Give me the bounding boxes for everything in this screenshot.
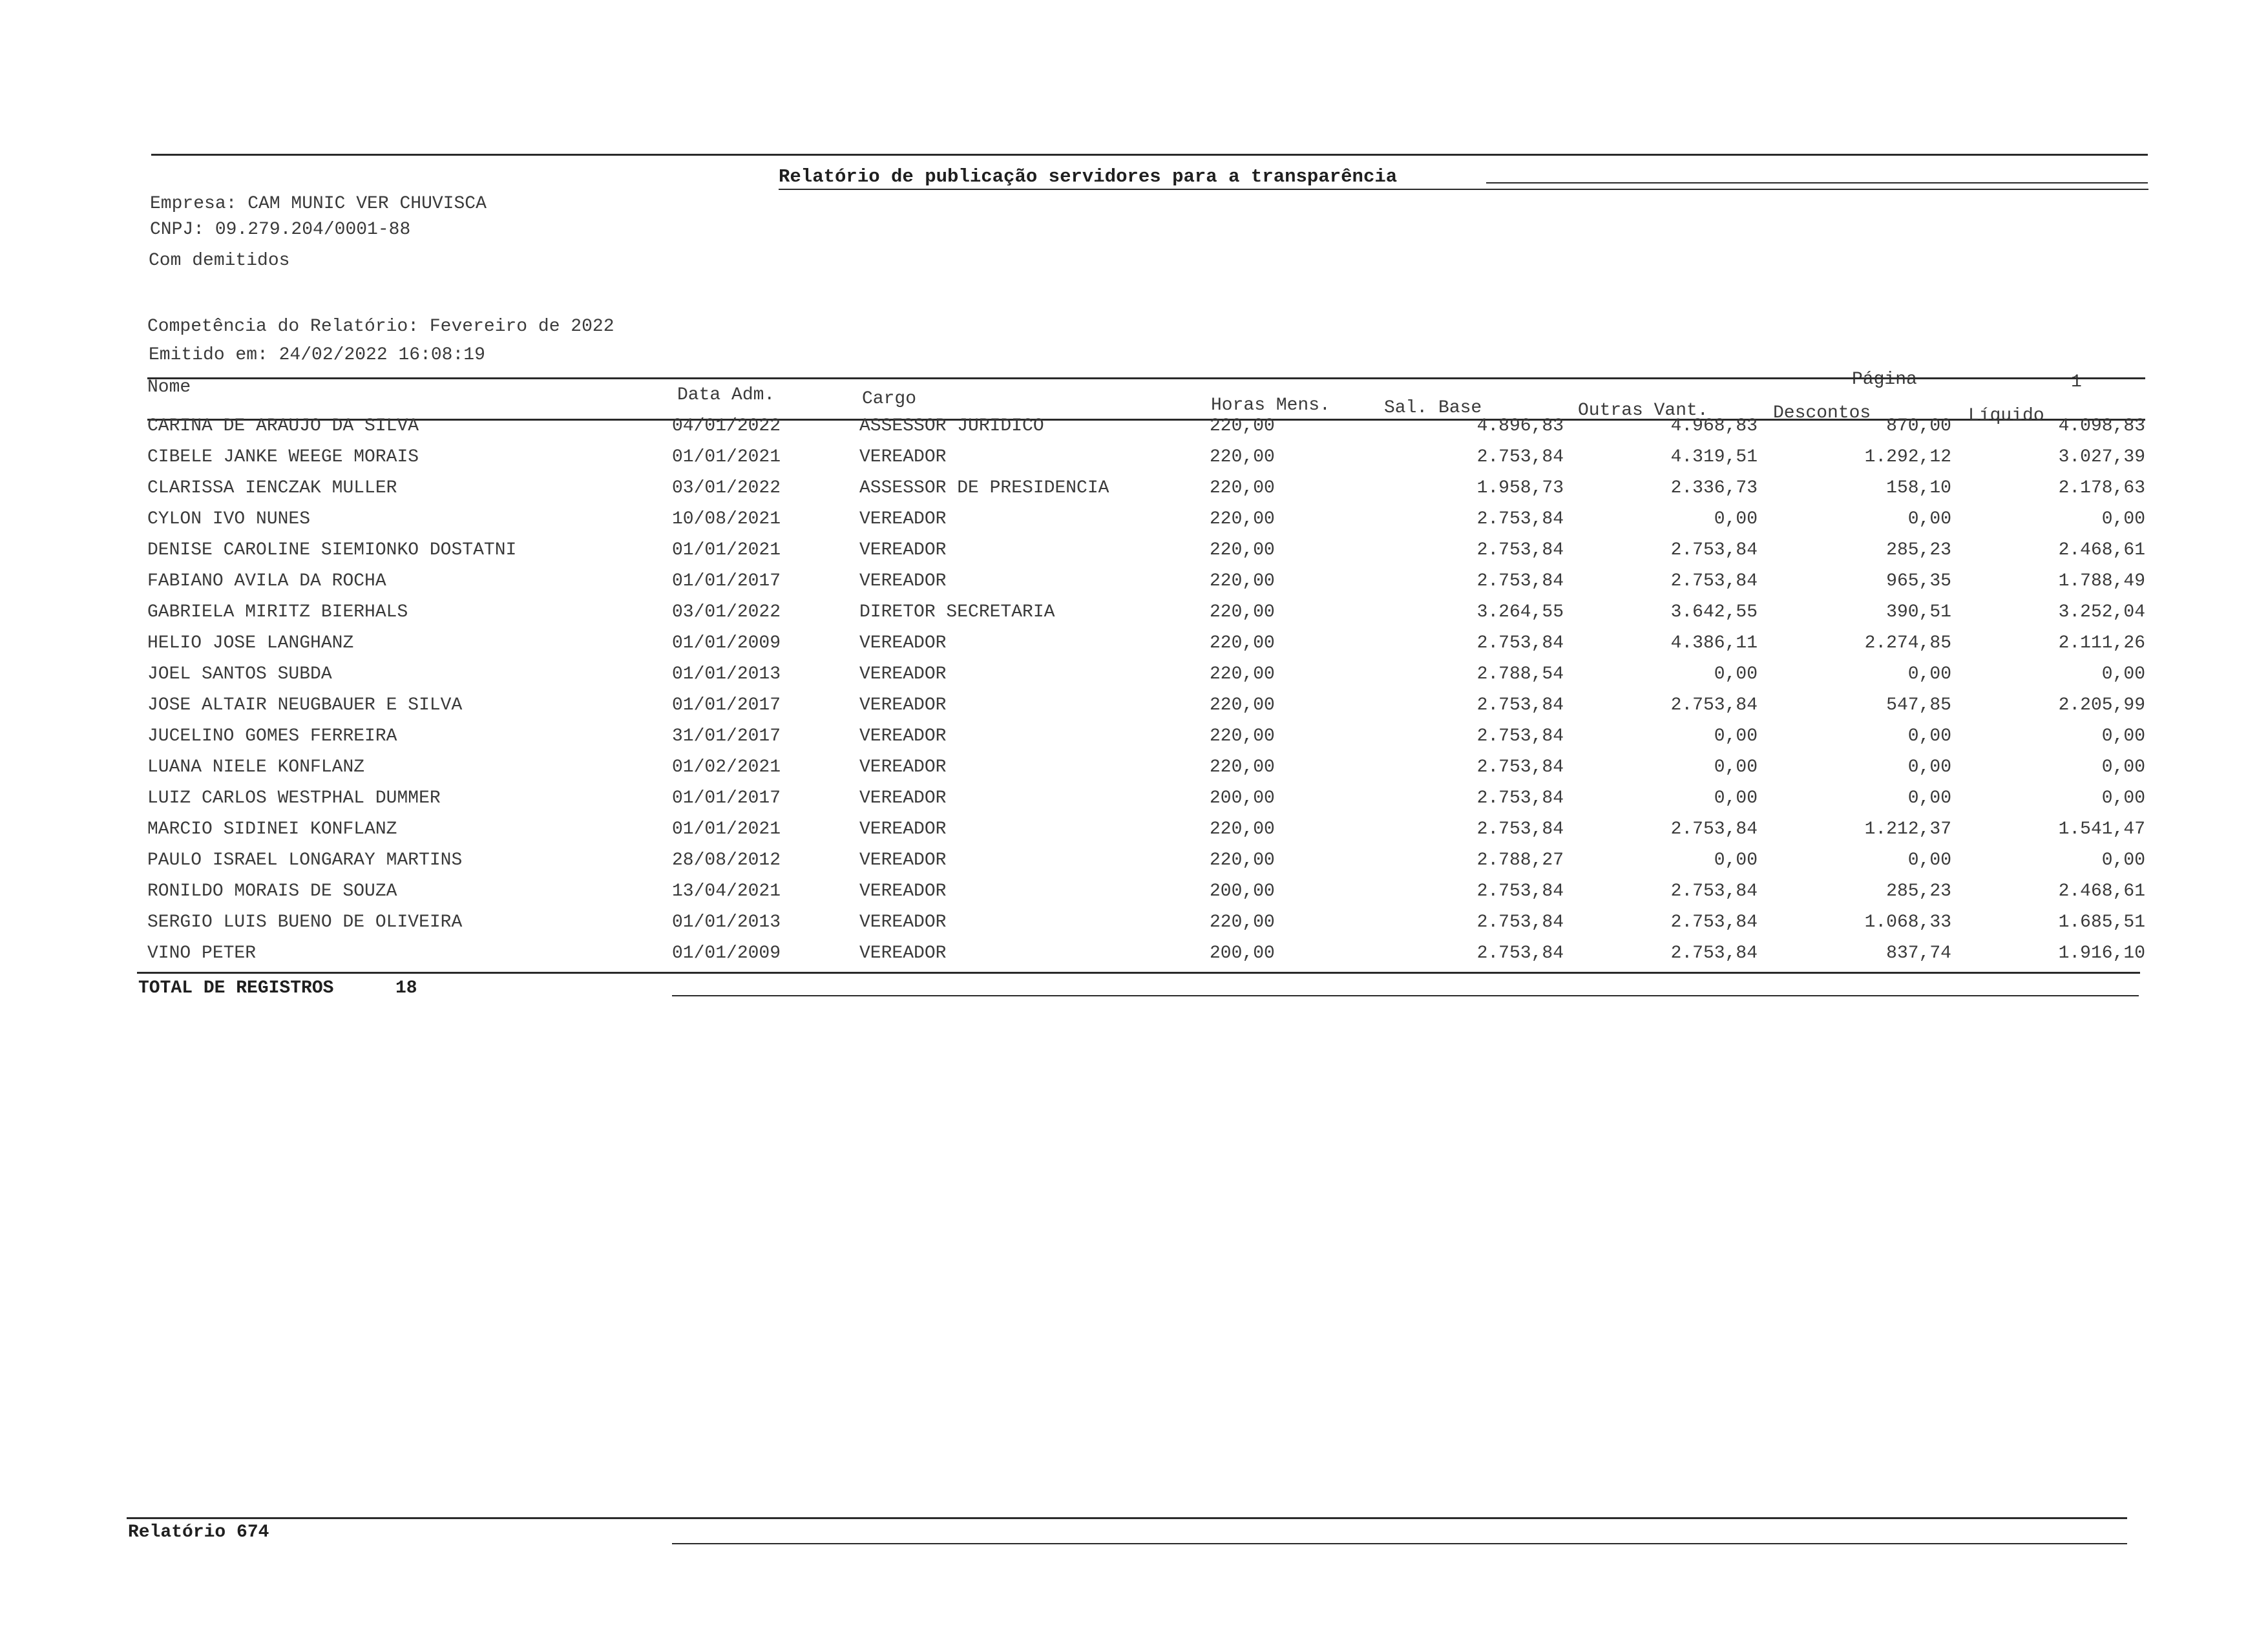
cell-cargo: VEREADOR	[859, 943, 947, 963]
cell-data: 28/08/2012	[672, 850, 781, 870]
cell-horas: 220,00	[1210, 447, 1275, 467]
cell-cargo: VEREADOR	[859, 757, 947, 777]
cell-sal-base: 4.896,83	[1476, 416, 1564, 436]
cell-descontos: 1.068,33	[1864, 912, 1951, 932]
cell-sal-base: 2.753,84	[1476, 757, 1564, 777]
cell-data: 31/01/2017	[672, 726, 781, 746]
table-row	[0, 659, 2268, 690]
cell-outras: 3.642,55	[1670, 602, 1758, 622]
cell-liquido: 1.916,10	[2058, 943, 2145, 963]
cell-liquido: 3.252,04	[2058, 602, 2145, 622]
cell-liquido: 3.027,39	[2058, 447, 2145, 467]
table-row	[0, 938, 2268, 969]
report-title: Relatório de publicação servidores para a transparência	[779, 166, 1398, 187]
cell-data: 01/01/2013	[672, 912, 781, 932]
table-row	[0, 411, 2268, 442]
cell-data: 01/02/2021	[672, 757, 781, 777]
cell-horas: 220,00	[1210, 726, 1275, 746]
cell-descontos: 390,51	[1886, 602, 1951, 622]
cell-nome: LUANA NIELE KONFLANZ	[147, 757, 365, 777]
cell-sal-base: 2.753,84	[1476, 633, 1564, 653]
cell-data: 01/01/2013	[672, 664, 781, 684]
cell-outras: 2.753,84	[1670, 912, 1758, 932]
cell-cargo: VEREADOR	[859, 633, 947, 653]
cell-sal-base: 2.753,84	[1476, 726, 1564, 746]
cell-horas: 200,00	[1210, 788, 1275, 808]
cell-cargo: VEREADOR	[859, 447, 947, 467]
cell-cargo: VEREADOR	[859, 850, 947, 870]
footer-rule	[127, 1517, 2127, 1519]
table-row	[0, 442, 2268, 473]
cell-data: 13/04/2021	[672, 881, 781, 901]
cell-outras: 2.753,84	[1670, 540, 1758, 560]
cell-outras: 4.319,51	[1670, 447, 1758, 467]
col-cargo: Cargo	[862, 389, 917, 409]
cell-horas: 220,00	[1210, 633, 1275, 653]
cell-outras: 0,00	[1714, 850, 1758, 870]
col-sal-base: Sal. Base	[1384, 398, 1482, 418]
cell-sal-base: 2.788,54	[1476, 664, 1564, 684]
cell-liquido: 0,00	[2101, 850, 2145, 870]
cell-data: 01/01/2021	[672, 819, 781, 839]
emitido-line: Emitido em: 24/02/2022 16:08:19	[149, 345, 485, 365]
title-underline	[779, 189, 2148, 190]
cell-descontos: 1.212,37	[1864, 819, 1951, 839]
cell-outras: 2.753,84	[1670, 695, 1758, 715]
cell-horas: 220,00	[1210, 757, 1275, 777]
cell-nome: JUCELINO GOMES FERREIRA	[147, 726, 397, 746]
cell-sal-base: 2.788,27	[1476, 850, 1564, 870]
cell-descontos: 965,35	[1886, 571, 1951, 591]
cell-horas: 220,00	[1210, 571, 1275, 591]
cell-descontos: 2.274,85	[1864, 633, 1951, 653]
cell-cargo: ASSESSOR DE PRESIDENCIA	[859, 478, 1109, 498]
cell-liquido: 2.468,61	[2058, 540, 2145, 560]
cell-horas: 220,00	[1210, 416, 1275, 436]
cell-sal-base: 2.753,84	[1476, 943, 1564, 963]
cell-horas: 220,00	[1210, 695, 1275, 715]
total-underline	[672, 995, 2139, 996]
cell-cargo: ASSESSOR JURIDICO	[859, 416, 1044, 436]
cell-liquido: 4.098,83	[2058, 416, 2145, 436]
cell-liquido: 1.788,49	[2058, 571, 2145, 591]
cell-outras: 4.386,11	[1670, 633, 1758, 653]
cell-data: 03/01/2022	[672, 478, 781, 498]
cell-cargo: VEREADOR	[859, 788, 947, 808]
cell-descontos: 837,74	[1886, 943, 1951, 963]
cell-data: 01/01/2009	[672, 943, 781, 963]
cell-data: 01/01/2021	[672, 447, 781, 467]
cell-descontos: 0,00	[1907, 509, 1951, 529]
cell-liquido: 0,00	[2101, 664, 2145, 684]
status-line: Com demitidos	[149, 251, 290, 271]
table-row	[0, 597, 2268, 628]
cell-outras: 0,00	[1714, 726, 1758, 746]
col-horas: Horas Mens.	[1211, 395, 1330, 415]
cell-outras: 2.753,84	[1670, 819, 1758, 839]
cell-horas: 220,00	[1210, 912, 1275, 932]
cell-nome: CIBELE JANKE WEEGE MORAIS	[147, 447, 419, 467]
cell-cargo: VEREADOR	[859, 509, 947, 529]
cell-horas: 220,00	[1210, 850, 1275, 870]
cell-sal-base: 2.753,84	[1476, 540, 1564, 560]
cnpj-line: CNPJ: 09.279.204/0001-88	[150, 220, 411, 240]
cell-descontos: 870,00	[1886, 416, 1951, 436]
cell-liquido: 0,00	[2101, 509, 2145, 529]
cell-cargo: VEREADOR	[859, 695, 947, 715]
cell-horas: 220,00	[1210, 540, 1275, 560]
cell-descontos: 285,23	[1886, 540, 1951, 560]
empresa-line: Empresa: CAM MUNIC VER CHUVISCA	[150, 194, 487, 214]
cell-liquido: 2.205,99	[2058, 695, 2145, 715]
col-data-adm: Data Adm.	[677, 385, 775, 405]
cell-data: 04/01/2022	[672, 416, 781, 436]
cell-liquido: 1.541,47	[2058, 819, 2145, 839]
cell-outras: 2.753,84	[1670, 943, 1758, 963]
footer-underline	[672, 1543, 2127, 1544]
cell-nome: GABRIELA MIRITZ BIERHALS	[147, 602, 408, 622]
cell-descontos: 0,00	[1907, 757, 1951, 777]
cell-nome: DENISE CAROLINE SIEMIONKO DOSTATNI	[147, 540, 517, 560]
cell-descontos: 547,85	[1886, 695, 1951, 715]
cell-liquido: 0,00	[2101, 726, 2145, 746]
table-row	[0, 566, 2268, 597]
cell-outras: 0,00	[1714, 757, 1758, 777]
cell-descontos: 0,00	[1907, 726, 1951, 746]
table-row	[0, 535, 2268, 566]
table-row	[0, 876, 2268, 907]
cell-nome: CARINA DE ARAUJO DA SILVA	[147, 416, 419, 436]
cell-sal-base: 2.753,84	[1476, 788, 1564, 808]
cell-sal-base: 2.753,84	[1476, 509, 1564, 529]
cell-sal-base: 2.753,84	[1476, 912, 1564, 932]
cell-cargo: VEREADOR	[859, 664, 947, 684]
cell-sal-base: 2.753,84	[1476, 447, 1564, 467]
cell-nome: JOSE ALTAIR NEUGBAUER E SILVA	[147, 695, 463, 715]
cell-cargo: VEREADOR	[859, 540, 947, 560]
table-row	[0, 473, 2268, 504]
total-value: 18	[395, 978, 417, 998]
title-rule-right	[1486, 182, 2148, 184]
cell-horas: 200,00	[1210, 881, 1275, 901]
total-label: TOTAL DE REGISTROS	[138, 978, 334, 998]
cell-liquido: 2.111,26	[2058, 633, 2145, 653]
header-rule-top	[147, 377, 2145, 379]
cell-cargo: VEREADOR	[859, 912, 947, 932]
cell-data: 01/01/2017	[672, 695, 781, 715]
cell-nome: HELIO JOSE LANGHANZ	[147, 633, 354, 653]
cell-outras: 0,00	[1714, 788, 1758, 808]
cell-liquido: 1.685,51	[2058, 912, 2145, 932]
cell-data: 01/01/2017	[672, 788, 781, 808]
cell-descontos: 0,00	[1907, 850, 1951, 870]
cell-sal-base: 2.753,84	[1476, 571, 1564, 591]
cell-outras: 2.753,84	[1670, 881, 1758, 901]
table-row	[0, 721, 2268, 752]
cell-liquido: 2.178,63	[2058, 478, 2145, 498]
cell-cargo: VEREADOR	[859, 819, 947, 839]
cell-descontos: 158,10	[1886, 478, 1951, 498]
table-row	[0, 907, 2268, 938]
cell-horas: 200,00	[1210, 943, 1275, 963]
cell-nome: CLARISSA IENCZAK MULLER	[147, 478, 397, 498]
table-row	[0, 690, 2268, 721]
competencia-line: Competência do Relatório: Fevereiro de 2022	[147, 317, 614, 337]
cell-descontos: 0,00	[1907, 664, 1951, 684]
cell-outras: 4.968,83	[1670, 416, 1758, 436]
table-row	[0, 783, 2268, 814]
cell-descontos: 285,23	[1886, 881, 1951, 901]
cell-outras: 0,00	[1714, 664, 1758, 684]
col-nome: Nome	[147, 377, 191, 397]
cell-horas: 220,00	[1210, 819, 1275, 839]
cell-cargo: DIRETOR SECRETARIA	[859, 602, 1055, 622]
pagina-number: 1	[2071, 372, 2082, 392]
table-row	[0, 814, 2268, 845]
footer-report-id: Relatório 674	[128, 1522, 269, 1542]
cell-horas: 220,00	[1210, 478, 1275, 498]
cell-outras: 2.753,84	[1670, 571, 1758, 591]
cell-data: 01/01/2017	[672, 571, 781, 591]
cell-liquido: 2.468,61	[2058, 881, 2145, 901]
cell-liquido: 0,00	[2101, 757, 2145, 777]
cell-horas: 220,00	[1210, 602, 1275, 622]
cell-outras: 2.336,73	[1670, 478, 1758, 498]
cell-nome: CYLON IVO NUNES	[147, 509, 311, 529]
cell-sal-base: 3.264,55	[1476, 602, 1564, 622]
cell-liquido: 0,00	[2101, 788, 2145, 808]
col-descontos: Descontos	[1773, 403, 1871, 423]
cell-sal-base: 2.753,84	[1476, 695, 1564, 715]
cell-cargo: VEREADOR	[859, 571, 947, 591]
top-rule	[151, 154, 2148, 156]
table-row	[0, 845, 2268, 876]
cell-nome: PAULO ISRAEL LONGARAY MARTINS	[147, 850, 463, 870]
cell-nome: LUIZ CARLOS WESTPHAL DUMMER	[147, 788, 441, 808]
cell-nome: VINO PETER	[147, 943, 257, 963]
cell-descontos: 1.292,12	[1864, 447, 1951, 467]
table-row	[0, 628, 2268, 659]
pagina-label: Página	[1852, 370, 1917, 390]
cell-outras: 0,00	[1714, 509, 1758, 529]
cell-nome: JOEL SANTOS SUBDA	[147, 664, 332, 684]
table-bottom-rule	[137, 972, 2140, 974]
col-liquido: Líquido	[1968, 406, 2044, 426]
col-outras: Outras Vant.	[1578, 401, 1708, 421]
cell-nome: RONILDO MORAIS DE SOUZA	[147, 881, 397, 901]
table-row	[0, 504, 2268, 535]
cell-data: 03/01/2022	[672, 602, 781, 622]
cell-data: 01/01/2009	[672, 633, 781, 653]
cell-sal-base: 1.958,73	[1476, 478, 1564, 498]
cell-sal-base: 2.753,84	[1476, 881, 1564, 901]
cell-data: 01/01/2021	[672, 540, 781, 560]
cell-sal-base: 2.753,84	[1476, 819, 1564, 839]
cell-cargo: VEREADOR	[859, 726, 947, 746]
cell-cargo: VEREADOR	[859, 881, 947, 901]
cell-nome: FABIANO AVILA DA ROCHA	[147, 571, 386, 591]
cell-nome: SERGIO LUIS BUENO DE OLIVEIRA	[147, 912, 463, 932]
cell-data: 10/08/2021	[672, 509, 781, 529]
cell-descontos: 0,00	[1907, 788, 1951, 808]
cell-nome: MARCIO SIDINEI KONFLANZ	[147, 819, 397, 839]
table-row	[0, 752, 2268, 783]
cell-horas: 220,00	[1210, 664, 1275, 684]
cell-horas: 220,00	[1210, 509, 1275, 529]
